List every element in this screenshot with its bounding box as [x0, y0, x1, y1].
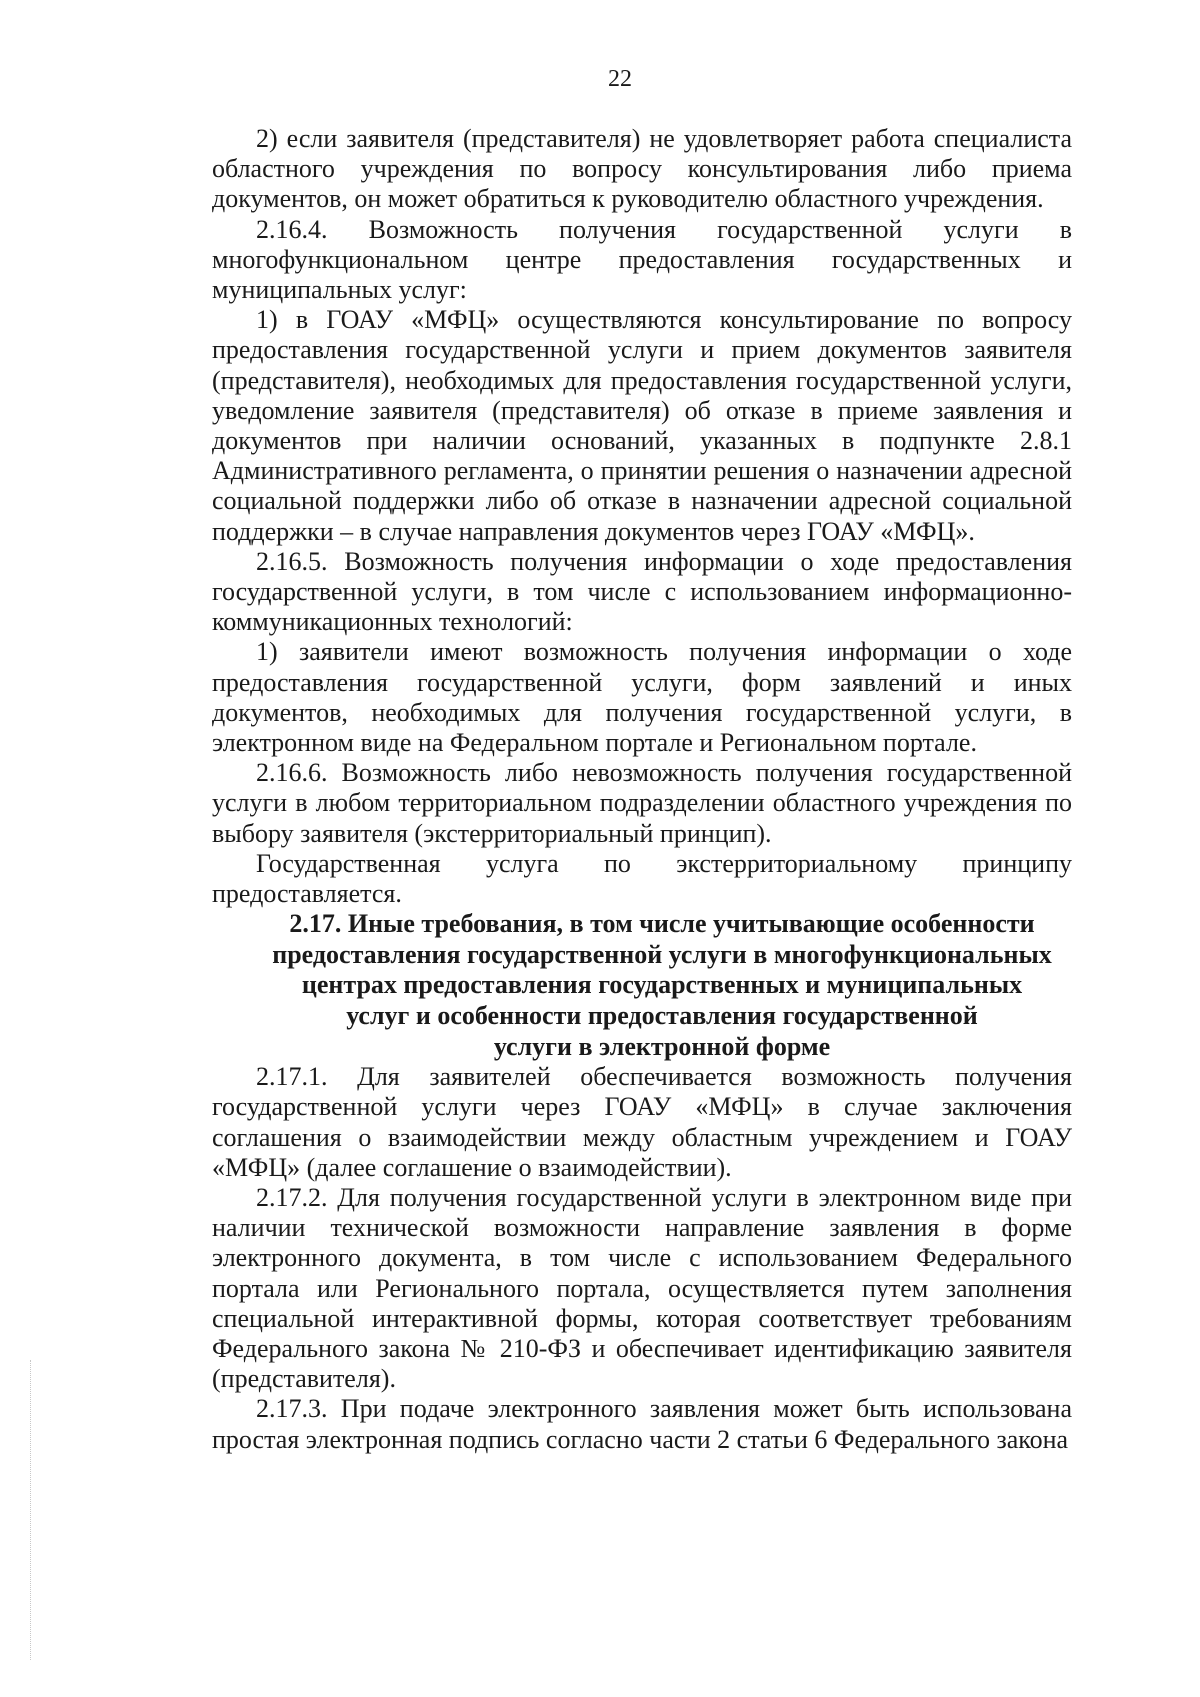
- paragraph-2-16-5: 2.16.5. Возможность получения информации о ходе предоставления государственной услуги, в том числе с использованием информационно-коммуникационных технологий:: [212, 546, 1072, 637]
- paragraph-extraterritorial: Государственная услуга по экстерриториальному принципу предоставляется.: [212, 848, 1072, 909]
- document-body: [212, 124, 1072, 1455]
- paragraph-2-17-3: 2.17.3. При подаче электронного заявления может быть использована простая электронная подпись согласно части 2 статьи 6 Федерального закона: [212, 1394, 1072, 1454]
- page-number: 22: [608, 66, 632, 92]
- heading-line: услуги в электронной форме: [493, 1031, 831, 1061]
- section-heading-2-17: [212, 909, 1072, 1062]
- heading-line: центрах предоставления государственных и муниципальных: [301, 970, 1023, 1000]
- paragraph-mfc-consulting: 1) в ГОАУ «МФЦ» осуществляются консультирование по вопросу предоставления государственной услуги и прием документов заявителя (представителя), необходимых для предоставления государственной услуги, уведомление заявителя (представителя) об отказе в приеме заявления и документов при наличии оснований, указанных в подпункте 2.8.1 Административного регламента, о принятии решения о назначении адресной социальной поддержки либо об отказе в назначении адресной социальной поддержки – в случае направления документов через ГОАУ «МФЦ».: [212, 305, 1072, 546]
- heading-line: 2.17. Иные требования, в том числе учитывающие особенности: [289, 909, 1035, 939]
- paragraph-2-16-4: 2.16.4. Возможность получения государственной услуги в многофункциональном центре предоставления государственных и муниципальных услуг:: [212, 214, 1072, 305]
- heading-line: услуг и особенности предоставления государственной: [346, 1001, 978, 1031]
- paragraph-2-17-1: 2.17.1. Для заявителей обеспечивается возможность получения государственной услуги через ГОАУ «МФЦ» в случае заключения соглашения о взаимодействии между областным учреждением и ГОАУ «МФЦ» (далее соглашение о взаимодействии).: [212, 1062, 1072, 1182]
- scan-margin-artifact: [30, 1360, 33, 1660]
- paragraph-appeal-head: 2) если заявителя (представителя) не удовлетворяет работа специалиста областного учреждения по вопросу консультирования либо приема документов, он может обратиться к руководителю областного учреждения.: [212, 124, 1072, 214]
- heading-line: предоставления государственной услуги в многофункциональных: [272, 939, 1052, 969]
- paragraph-2-17-2: 2.17.2. Для получения государственной услуги в электронном виде при наличии технической возможности направление заявления в форме электронного документа, в том числе с использованием Федерального портала или Регионального портала, осуществляется путем заполнения специальной интерактивной формы, которая соответствует требованиям Федерального закона № 210-ФЗ и обеспечивает идентификацию заявителя (представителя).: [212, 1183, 1072, 1394]
- paragraph-info-access: 1) заявители имеют возможность получения информации о ходе предоставления государственной услуги, форм заявлений и иных документов, необходимых для получения государственной услуги, в электронном виде на Федеральном портале и Региональном портале.: [212, 637, 1072, 758]
- paragraph-2-16-6: 2.16.6. Возможность либо невозможность получения государственной услуги в любом территориальном подразделении областного учреждения по выбору заявителя (экстерриториальный принцип).: [212, 758, 1072, 848]
